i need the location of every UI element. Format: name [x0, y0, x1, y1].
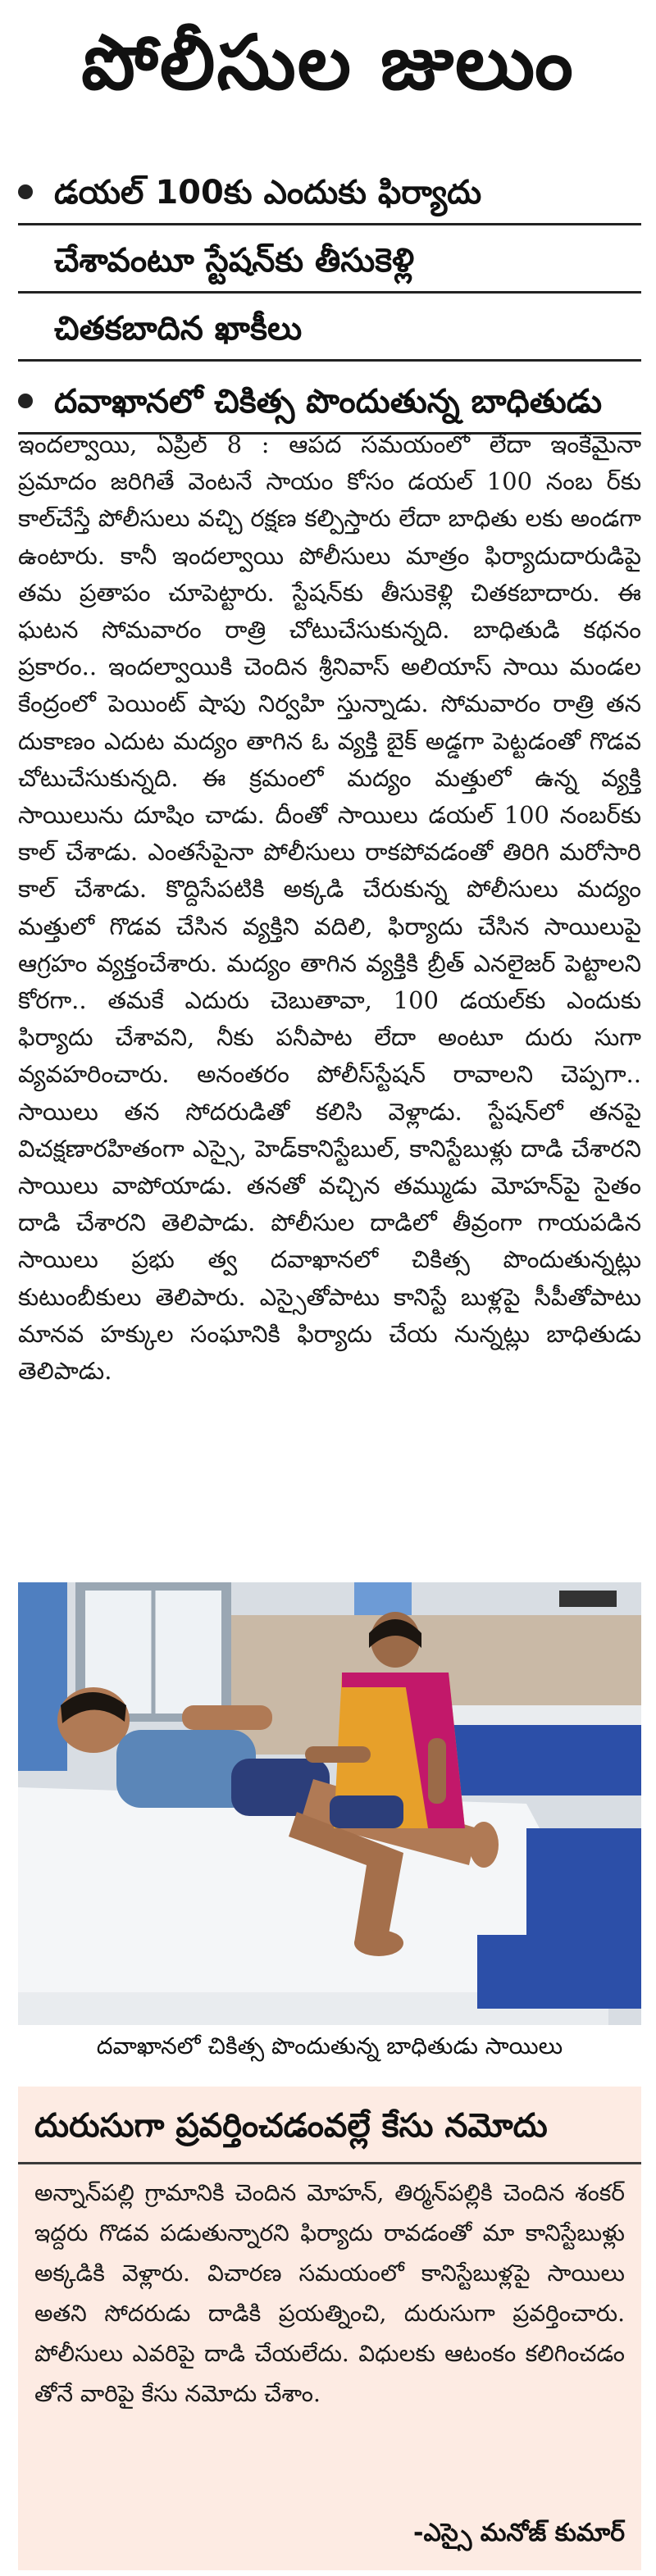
photo-caption: దవాఖానలో చికిత్స పొందుతున్న బాధితుడు సాయిలు: [96, 2032, 563, 2059]
box-signoff: -ఎస్సై మనోజ్ కుమార్: [413, 2519, 625, 2547]
article-body: ఇందల్వాయి, ఏప్రిల్ 8 : ఆపద సమయంలో లేదా ఇంకేమైనా ప్రమాదం జరిగితే వెంటనే సాయం కోసం డయల్ 100 నంబ ర్‌కు కాల్‌చేస్తే పోలీసులు వచ్చి రక్షణ కల్పిస్తారు లేదా బాధితు లకు అండగా ఉంటారు. కానీ ఇందల్వాయి పోలీసులు మాత్రం ఫిర్యాదుదారుడిపై తమ ప్రతాపం చూపెట్టారు. స్టేషన్‌కు తీసుకెళ్లి చితకబాదారు. ఈ ఘటన సోమవారం రాత్రి చోటుచేసుకున్నది. బాధితుడి కథనం ప్రకారం.. ఇందల్వాయికి చెందిన శ్రీనివాస్ అలియాస్ సాయి మండల కేంద్రంలో పెయింట్ షాపు నిర్వహి స్తున్నాడు. సోమవారం రాత్రి తన దుకాణం ఎదుట మద్యం తాగిన ఓ వ్యక్తి బైక్ అడ్డగా పెట్టడంతో గొడవ చోటుచేసుకున్నది. ఈ క్రమంలో మద్యం మత్తులో ఉన్న వ్యక్తి సాయిలును దూషిం చాడు. దీంతో సాయిలు డయల్ 100 నంబర్‌కు కాల్ చేశాడు. ఎంతసేపైనా పోలీసులు రాకపోవడంతో తిరిగి మరోసారి కాల్ చేశాడు. కొద్దిసేపటికి అక్కడి చేరుకున్న పోలీసులు మద్యం మత్తులో గొడవ చేసిన వ్యక్తిని వదిలి, ఫిర్యాదు చేసిన సాయిలుపై ఆగ్రహం వ్యక్తంచేశారు. మద్యం తాగిన వ్యక్తికి బ్రీత్ ఎనలైజర్ పెట్టాలని కోరగా.. తమకే ఎదురు చెబుతావా, 100 డయల్‌కు ఎందుకు ఫిర్యాదు చేశావని, నీకు పనీపాట లేదా అంటూ దురు సుగా వ్యవహరించారు. అనంతరం పోలీస్‌స్టేషన్ రావాలని చెప్పగా.. సాయిలు తన సోదరుడితో కలిసి వెళ్లాడు. స్టేషన్‌లో తనపై విచక్షణారహితంగా ఎస్సై, హెడ్‌కానిస్టేబుల్, కానిస్టేబుళ్లు దాడి చేశారని సాయిలు వాపోయాడు. తనతో వచ్చిన తమ్ముడు మోహన్‌పై సైతం దాడి చేశారని తెలిపాడు. పోలీసుల దాడిలో తీవ్రంగా గాయపడిన సాయిలు ప్రభు త్వ దవాఖానలో చికిత్స పొందుతున్నట్లు కుటుంబీకులు తెలిపారు. ఎస్సైతోపాటు కానిస్టే బుళ్లపై సీపీతోపాటు మానవ హక్కుల సంఘానికి ఫిర్యాదు చేయ నున్నట్లు బాధితుడు తెలిపాడు.: [18, 430, 641, 1386]
subhead-text: డయల్ 100కు ఎందుకు ఫిర్యాదు: [54, 174, 482, 212]
subhead-line: [18, 232, 641, 289]
headline: పోలీసుల జులుం: [81, 18, 575, 107]
subhead-line: [18, 164, 641, 221]
subhead-text: చితకబాదిన ఖాకీలు: [54, 310, 303, 348]
bullet-icon: [18, 184, 33, 199]
photo-woman-arm: [305, 1746, 371, 1763]
subhead-block-2: [18, 373, 641, 435]
photo-illustration: [18, 1582, 641, 2025]
subhead-divider: [18, 291, 641, 294]
bullet-icon: [18, 394, 33, 408]
subhead-text: దవాఖానలో చికిత్స పొందుతున్న బాధితుడు: [54, 383, 603, 421]
box-body: అన్నాన్‌పల్లి గ్రామానికి చెందిన మోహన్, తిర్మన్‌పల్లికి చెందిన శంకర్ ఇద్దరు గొడవ పడుతున్నారని ఫిర్యాదు రావడంతో మా కానిస్టేబుళ్లు అక్కడికి వెళ్లారు. విచారణ సమయంలో కానిస్టేబుళ్లపై సాయిలు అతని సోదరుడు దాడికి ప్రయత్నించి, దురుసుగా ప్రవర్తించారు. పోలీసులు ఎవరిపై దాడి చేయలేదు. విధులకు ఆటంకం కలిగించడం తోనే వారిపై కేసు నమోదు చేశాం.: [34, 2179, 625, 2407]
subhead-line: [18, 373, 641, 430]
photo-folded-cloth: [330, 1795, 403, 1828]
box-divider: [18, 2162, 641, 2164]
box-title: దురుసుగా ప్రవర్తించడంవల్లే కేసు నమోదు: [34, 2107, 548, 2145]
hospital-bed-photo: [18, 1582, 641, 2025]
subhead-block-1: [18, 164, 641, 362]
subheads: [18, 164, 641, 446]
subhead-line: [18, 300, 641, 357]
subhead-divider: [18, 359, 641, 362]
photo-patient-arm: [182, 1705, 272, 1730]
subhead-text: చేశావంటూ స్టేషన్‌కు తీసుకెళ్లి: [54, 242, 415, 280]
photo-curtain: [18, 1582, 67, 1771]
sidebar-box: [18, 2087, 641, 2570]
photo-monitor: [559, 1591, 617, 1607]
subhead-divider: [18, 223, 641, 225]
